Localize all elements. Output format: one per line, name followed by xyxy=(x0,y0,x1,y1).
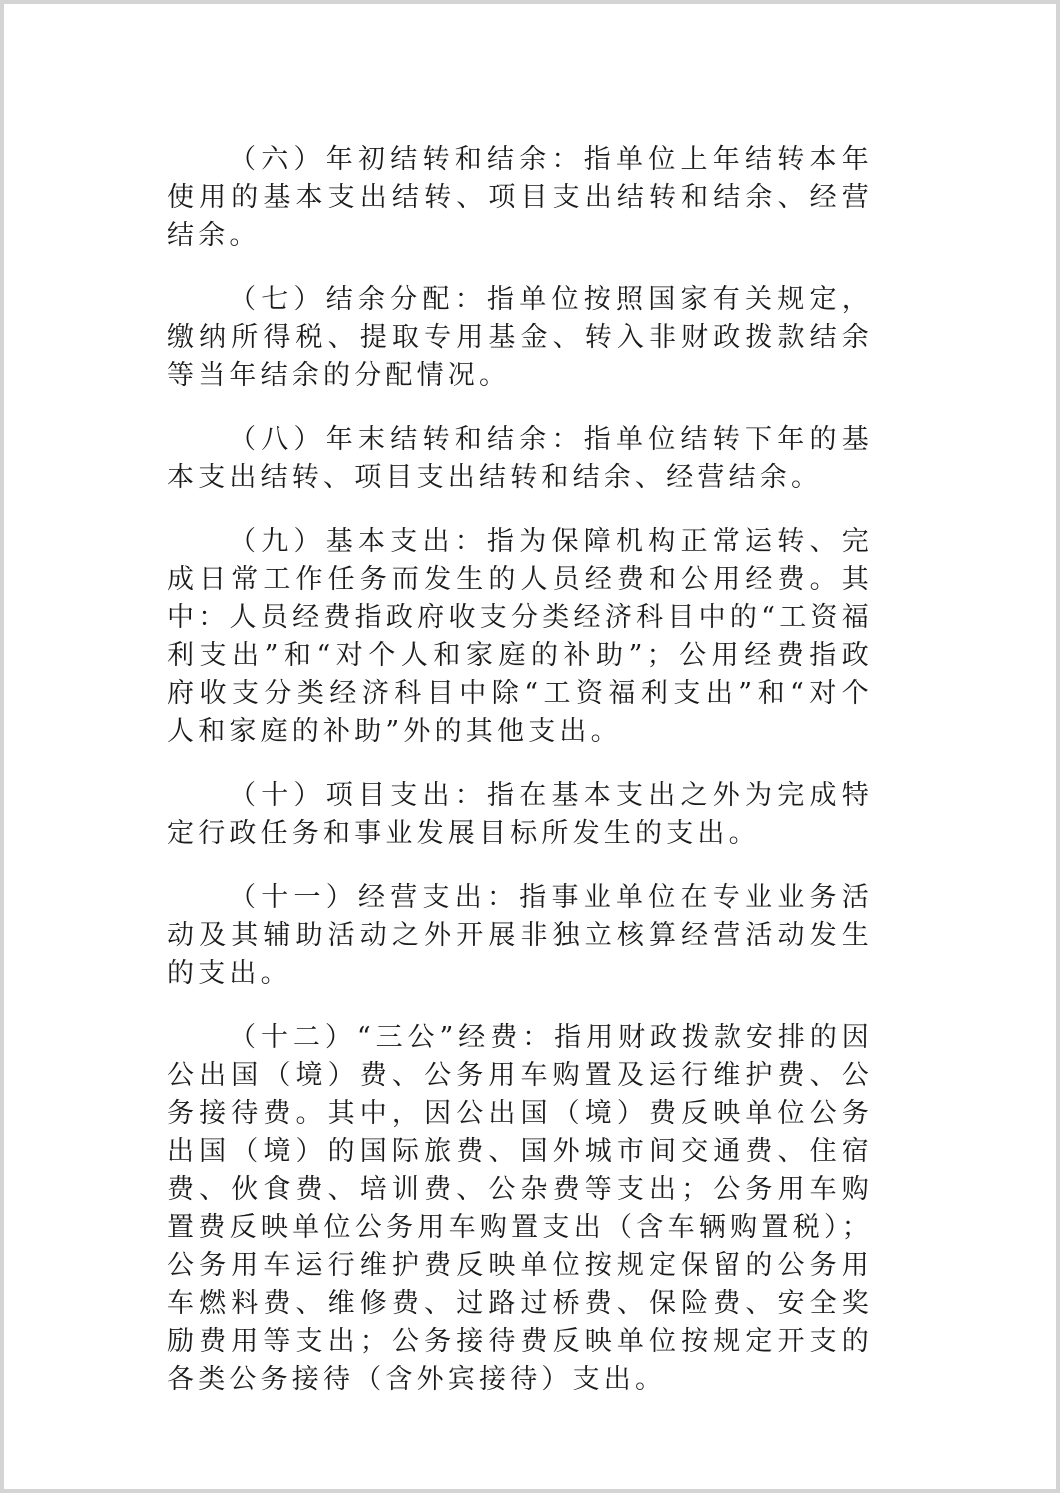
document-page xyxy=(4,4,1056,1489)
paragraph-basic-expenditure: （九）基本支出：指为保障机构正常运转、完成日常工作任务而发生的人员经费和公用经费。其中：人员经费指政府收支分类经济科目中的“工资福利支出”和“对个人和家庭的补助”；公用经费指政府收支分类经济科目中除“工资福利支出”和“对个人和家庭的补助”外的其他支出。 xyxy=(167,526,873,747)
paragraph-carryover-start: （六）年初结转和结余：指单位上年结转本年使用的基本支出结转、项目支出结转和结余、经营结余。 xyxy=(167,144,873,251)
document-body xyxy=(167,141,873,1425)
paragraph-three-public-expenses: （十二）“三公”经费：指用财政拨款安排的因公出国（境）费、公务用车购置及运行维护费、公务接待费。其中，因公出国（境）费反映单位公务出国（境）的国际旅费、国外城市间交通费、住宿费、伙食费、培训费、公杂费等支出；公务用车购置费反映单位公务用车购置支出（含车辆购置税）；公务用车运行维护费反映单位按规定保留的公务用车燃料费、维修费、过路过桥费、保险费、安全奖励费用等支出；公务接待费反映单位按规定开支的各类公务接待（含外宾接待）支出。 xyxy=(167,1022,873,1395)
paragraph-operating-expenditure: （十一）经营支出：指事业单位在专业业务活动及其辅助活动之外开展非独立核算经营活动发生的支出。 xyxy=(167,882,873,989)
paragraph-surplus-distribution: （七）结余分配：指单位按照国家有关规定，缴纳所得税、提取专用基金、转入非财政拨款结余等当年结余的分配情况。 xyxy=(167,284,873,391)
paragraph-carryover-end: （八）年末结转和结余：指单位结转下年的基本支出结转、项目支出结转和结余、经营结余。 xyxy=(167,424,873,493)
paragraph-project-expenditure: （十）项目支出：指在基本支出之外为完成特定行政任务和事业发展目标所发生的支出。 xyxy=(167,780,873,849)
